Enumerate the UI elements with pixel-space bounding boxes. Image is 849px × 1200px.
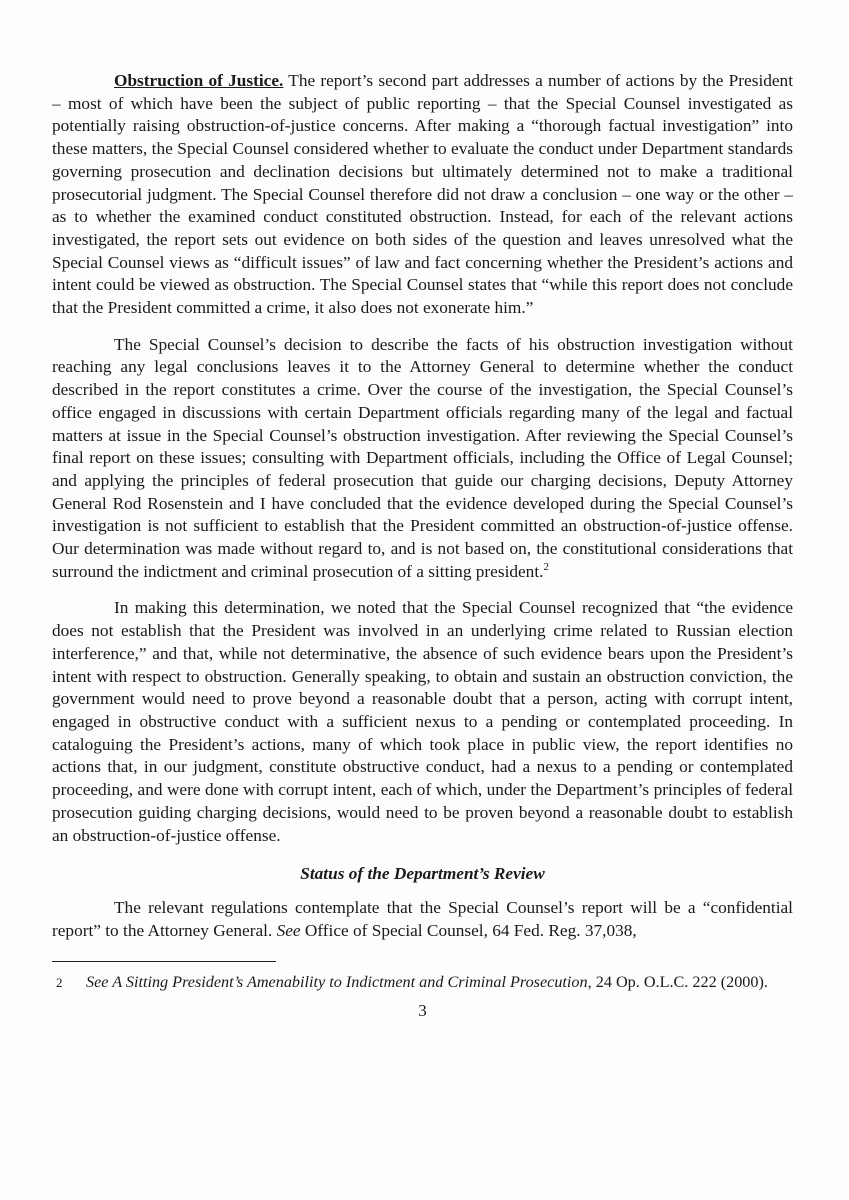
footnote bbox=[52, 972, 793, 993]
paragraph-heading: Obstruction of Justice. bbox=[114, 71, 284, 90]
page-number: 3 bbox=[418, 1000, 427, 1020]
paragraph-text: In making this determination, we noted that the Special Counsel recognized that “the evidence does not establish that the President was involved in an underlying crime related to Russian election interference,” and that, while not determinative, the absence of such evidence bears upon the President’s intent with respect to obstruction. Generally speaking, to obtain and sustain an obstruction conviction, the government would need to prove beyond a reasonable doubt that a person, acting with corrupt intent, engaged in obstructive conduct with a sufficient nexus to a pending or contemplated proceeding. In cataloguing the President’s actions, many of which took place in public view, the report identifies no actions that, in our judgment, constitute obstructive conduct, had a nexus to a pending or contemplated proceeding, and were done with corrupt intent, each of which, under the Department’s principles of federal prosecution guiding charging decisions, would need to be proven beyond a reasonable doubt to establish an obstruction-of-justice offense. bbox=[52, 598, 793, 845]
paragraph-obstruction-of-justice bbox=[52, 70, 793, 320]
paragraph-determination bbox=[52, 597, 793, 847]
see-signal: See bbox=[276, 920, 301, 940]
paragraph-decision bbox=[52, 334, 793, 584]
paragraph-text: The Special Counsel’s decision to describe the facts of his obstruction investigation without reaching any legal conclusions leaves it to the Attorney General to determine whether the conduct described in the report constitutes a crime. Over the course of the investigation, the Special Counsel’s office engaged in discussions with certain Department officials regarding many of the legal and factual matters at issue in the Special Counsel’s obstruction investigation. After reviewing the Special Counsel’s final report on these issues; consulting with Department officials, including the Office of Legal Counsel; and applying the principles of federal prosecution that guide our charging decisions, Deputy Attorney General Rod Rosenstein and I have concluded that the evidence developed during the Special Counsel’s investigation is not sufficient to establish that the President committed an obstruction-of-justice offense. Our determination was made without regard to, and is not based on, the constitutional considerations that surround the indictment and criminal prosecution of a sitting president. bbox=[52, 334, 793, 581]
footnote-citation: , 24 Op. O.L.C. 222 (2000). bbox=[587, 972, 768, 991]
paragraph-text-before: The relevant regulations contemplate that the Special Counsel’s report will be a “confidential report” to the Attorney General. bbox=[52, 898, 793, 940]
footnote-number: 2 bbox=[56, 974, 63, 990]
paragraph-text: The report’s second part addresses a number of actions by the President – most of which have been the subject of public reporting – that the Special Counsel investigated as potentially raising obstruction-of-justice concerns. After making a “thorough factual investigation” into these matters, the Special Counsel considered whether to evaluate the conduct under Department standards governing prosecution and declination decisions but ultimately determined not to make a traditional prosecutorial judgment. The Special Counsel therefore did not draw a conclusion – one way or the other – as to whether the examined conduct constituted obstruction. Instead, for each of the relevant actions investigated, the report sets out evidence on both sides of the question and leaves unresolved what the Special Counsel views as “difficult issues” of law and fact concerning whether the President’s actions and intent could be viewed as obstruction. The Special Counsel states that “while this report does not conclude that the President committed a crime, it also does not exonerate him.” bbox=[52, 71, 793, 318]
paragraph-regulations bbox=[52, 897, 793, 942]
paragraph-text-after: Office of Special Counsel, 64 Fed. Reg. 37,038, bbox=[300, 920, 637, 940]
footnote-title: See A Sitting President’s Amenability to Indictment and Criminal Prosecution bbox=[86, 972, 588, 991]
footnote-divider bbox=[52, 961, 276, 962]
footnote-reference[interactable]: 2 bbox=[543, 561, 549, 573]
section-heading: Status of the Department’s Review bbox=[300, 864, 545, 884]
